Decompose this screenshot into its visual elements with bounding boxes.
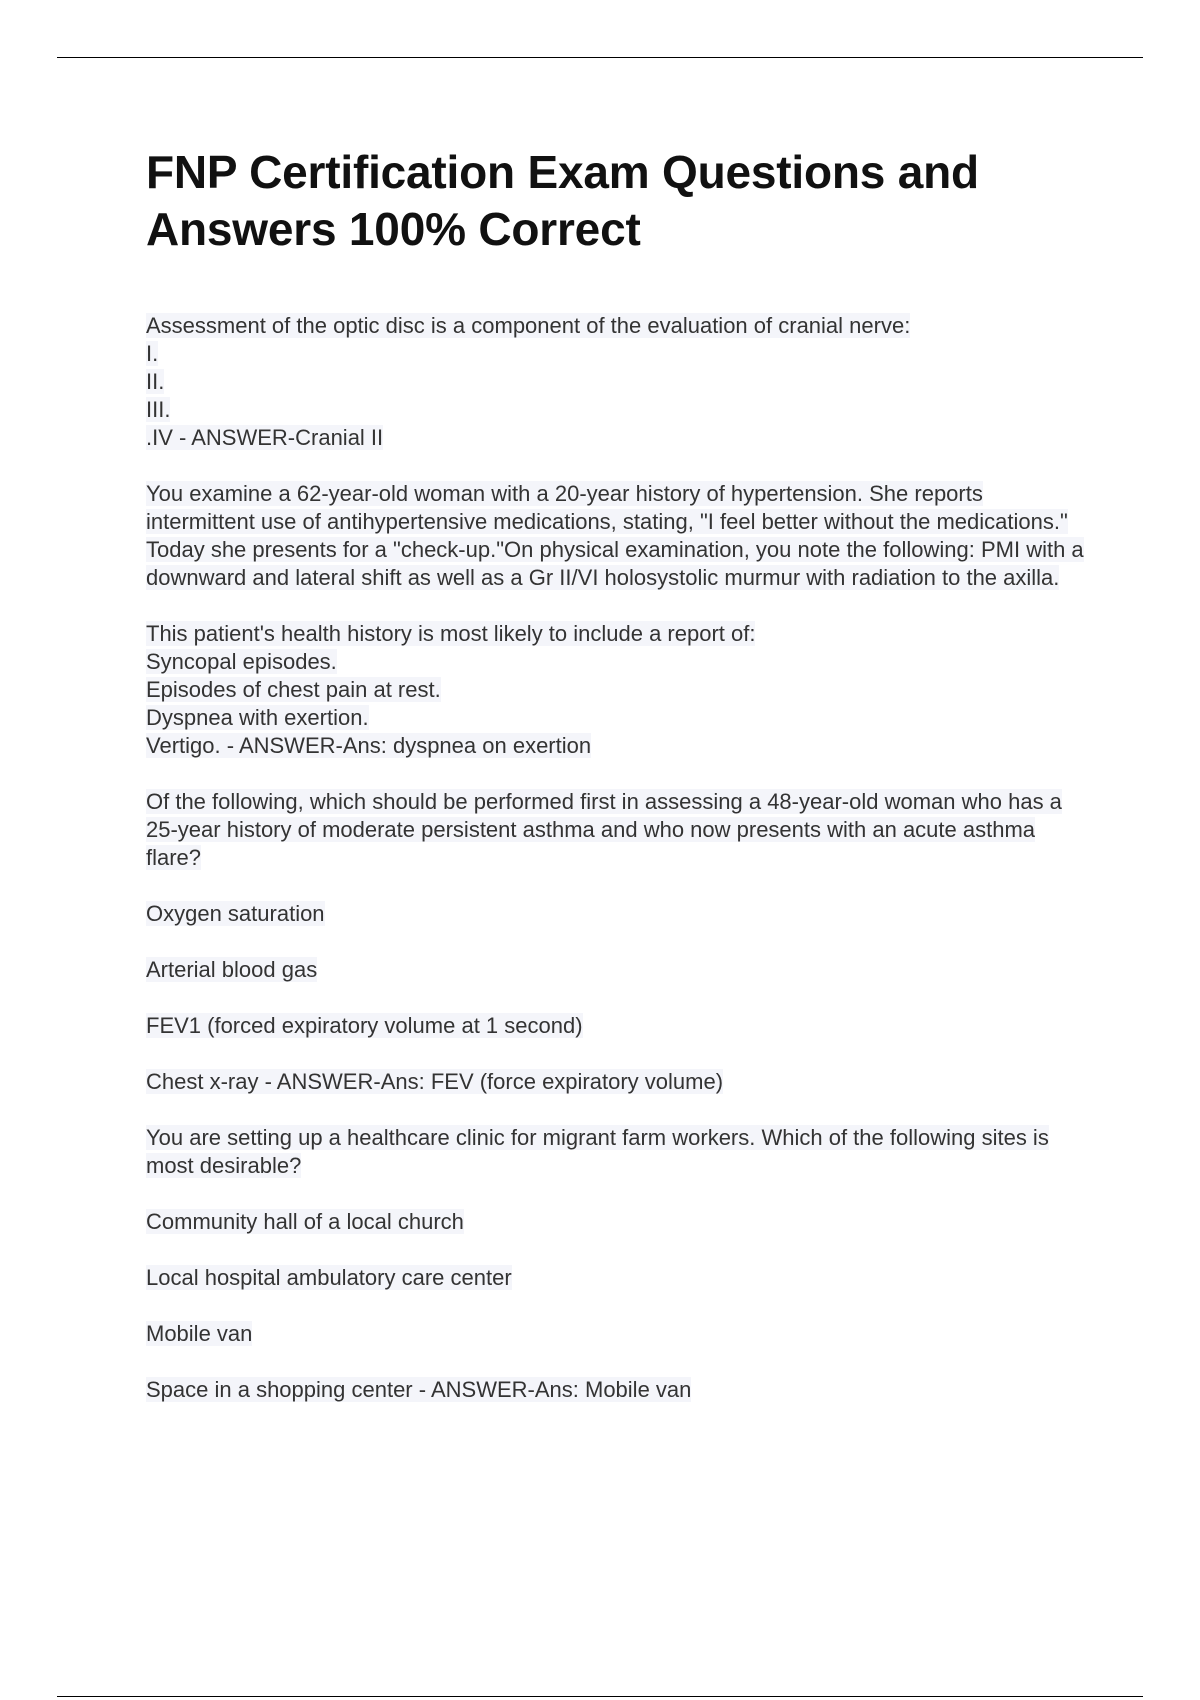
q1-answer: .IV - ANSWER-Cranial II <box>146 425 384 450</box>
q4-option-text: Community hall of a local church <box>146 1209 464 1234</box>
document-body <box>146 144 1096 1432</box>
question-4-option <box>146 1208 1096 1236</box>
question-4-option <box>146 1264 1096 1292</box>
q1-line: I. <box>146 341 159 366</box>
q3-stem-text: Of the following, which should be performed first in assessing a 48-year-old woman who has a 25-year history of moderate persistent asthma and who now presents with an acute asthma flare? <box>146 789 1062 870</box>
question-3-option <box>146 900 1096 928</box>
q2-line: Dyspnea with exertion. <box>146 705 369 730</box>
question-3-option <box>146 1068 1096 1096</box>
bottom-rule <box>57 1696 1143 1697</box>
q1-line: Assessment of the optic disc is a component of the evaluation of cranial nerve: <box>146 313 911 338</box>
q2-line: Episodes of chest pain at rest. <box>146 677 441 702</box>
q3-option-text: Arterial blood gas <box>146 957 318 982</box>
question-4-stem <box>146 1124 1096 1180</box>
q4-answer: Space in a shopping center - ANSWER-Ans: Mobile van <box>146 1377 692 1402</box>
q2-answer: Vertigo. - ANSWER-Ans: dyspnea on exertion <box>146 733 592 758</box>
question-3-option <box>146 956 1096 984</box>
q2-stem-text: You examine a 62-year-old woman with a 20-year history of hypertension. She reports intermittent use of antihypertensive medications, stating, "I feel better without the medications." Today she presents for a "check-up."On physical examination, you note the following: PMI with a downward and lateral shift as well as a Gr II/VI holosystolic murmur with radiation to the axilla. <box>146 481 1084 590</box>
q4-stem-text: You are setting up a healthcare clinic for migrant farm workers. Which of the following sites is most desirable? <box>146 1125 1049 1178</box>
q1-line: II. <box>146 369 165 394</box>
question-2-stem <box>146 480 1096 592</box>
question-3-stem <box>146 788 1096 872</box>
q4-option-text: Mobile van <box>146 1321 253 1346</box>
question-1 <box>146 312 1096 452</box>
q1-line: III. <box>146 397 171 422</box>
question-4-option <box>146 1376 1096 1404</box>
question-4-option <box>146 1320 1096 1348</box>
document-title: FNP Certification Exam Questions and Answers 100% Correct <box>146 146 979 255</box>
q3-answer: Chest x-ray - ANSWER-Ans: FEV (force expiratory volume) <box>146 1069 724 1094</box>
question-3-option <box>146 1012 1096 1040</box>
q3-option-text: Oxygen saturation <box>146 901 325 926</box>
q4-option-text: Local hospital ambulatory care center <box>146 1265 512 1290</box>
q3-option-text: FEV1 (forced expiratory volume at 1 second) <box>146 1013 583 1038</box>
q2-line: Syncopal episodes. <box>146 649 337 674</box>
question-2-options <box>146 620 1096 760</box>
q2-line: This patient's health history is most likely to include a report of: <box>146 621 756 646</box>
top-rule <box>57 57 1143 58</box>
